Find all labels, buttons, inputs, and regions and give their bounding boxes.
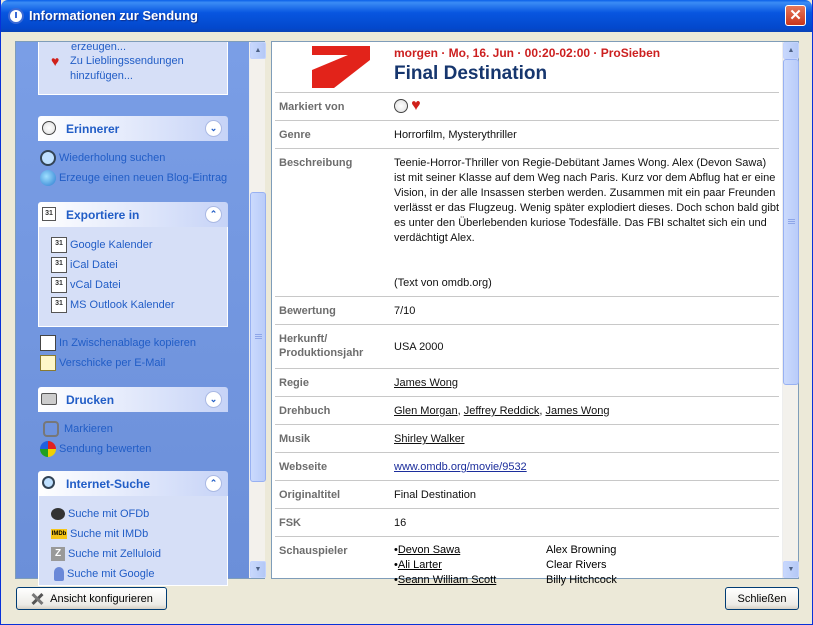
bullet: • xyxy=(394,559,398,571)
imdb-search-link[interactable] xyxy=(51,525,148,543)
grip-line xyxy=(255,338,262,339)
music-value xyxy=(394,432,779,447)
close-dialog-button[interactable] xyxy=(725,587,799,610)
rate-link[interactable] xyxy=(40,440,151,458)
rating-label: Bewertung xyxy=(279,305,336,317)
outlook-label: MS Outlook Kalender xyxy=(70,299,175,311)
website-value xyxy=(394,460,779,475)
website-link[interactable]: www.omdb.org/movie/9532 xyxy=(394,461,527,473)
actor-link[interactable] xyxy=(394,574,496,586)
blog-link[interactable] xyxy=(40,169,227,187)
fsk-row xyxy=(275,508,779,536)
director-value xyxy=(394,376,779,391)
paperclip-icon xyxy=(43,421,59,437)
separator: , xyxy=(457,405,464,417)
original-title-value: Final Destination xyxy=(394,489,476,501)
broadcast-time: morgen · Mo, 16. Jun · 00:20-02:00 · ProSieben xyxy=(394,46,661,60)
google-search-label: Suche mit Google xyxy=(67,568,155,580)
erinnerer-header[interactable] xyxy=(38,116,228,141)
scroll-thumb[interactable] xyxy=(250,192,266,482)
actor-name: Devon Sawa xyxy=(397,544,461,556)
search-icon xyxy=(40,150,56,166)
title-bar[interactable] xyxy=(1,0,812,32)
calendar-icon: 31 xyxy=(51,297,67,313)
left-scrollbar[interactable] xyxy=(249,42,265,578)
outlook-link[interactable] xyxy=(51,296,175,314)
clock-icon xyxy=(42,121,56,135)
marked-by-row xyxy=(275,92,779,120)
ical-label: iCal Datei xyxy=(70,259,118,271)
director-row xyxy=(275,368,779,396)
printer-glyph xyxy=(41,393,57,405)
google-user-icon xyxy=(54,567,64,581)
heart-icon: ♥ xyxy=(411,97,421,114)
program-title: Final Destination xyxy=(394,63,548,84)
calendar-icon: 31 xyxy=(51,257,67,273)
erinnerer-title: Erinnerer xyxy=(66,122,120,136)
vcal-link[interactable] xyxy=(51,276,121,294)
zelluloid-search-label: Suche mit Zelluloid xyxy=(68,548,161,560)
rating-value: 7/10 xyxy=(394,305,416,317)
google-search-link[interactable] xyxy=(51,565,154,583)
film-reel-icon xyxy=(51,508,65,520)
scroll-thumb[interactable] xyxy=(783,59,799,385)
close-dialog-label: Schließen xyxy=(737,592,787,605)
blog-label: Erzeuge einen neuen Blog-Eintrag xyxy=(59,172,228,184)
configure-view-button[interactable] xyxy=(16,587,167,610)
ical-link[interactable] xyxy=(51,256,118,274)
export-body xyxy=(38,227,228,327)
bullet: • xyxy=(394,574,398,586)
origin-value: USA 2000 xyxy=(394,341,444,353)
marked-by-label: Markiert von xyxy=(279,101,345,113)
genre-value: Horrorfilm, Mysterythriller xyxy=(394,129,517,141)
chevron-up-icon[interactable]: ⌃ xyxy=(205,475,222,492)
scroll-up-button[interactable]: ▲ xyxy=(783,42,799,59)
rating-icon xyxy=(40,441,56,457)
actor-link[interactable] xyxy=(394,544,460,556)
calendar-icon: 31 xyxy=(51,237,67,253)
close-button[interactable]: ✕ xyxy=(785,5,806,26)
wiederholung-label: Wiederholung suchen xyxy=(59,152,166,164)
clipboard-label: In Zwischenablage kopieren xyxy=(59,337,196,349)
scroll-up-button[interactable]: ▲ xyxy=(250,42,266,59)
website-label: Webseite xyxy=(279,461,328,473)
actor-link[interactable] xyxy=(394,559,442,571)
calendar-glyph: 31 xyxy=(42,207,56,221)
chevron-down-icon[interactable]: ⌄ xyxy=(205,391,222,408)
composer-link[interactable]: Shirley Walker xyxy=(394,433,465,445)
mail-icon xyxy=(40,355,56,371)
grip-line xyxy=(788,221,795,222)
reminder-icon xyxy=(394,99,408,113)
clipboard-icon xyxy=(40,335,56,351)
writer-link[interactable]: James Wong xyxy=(545,405,610,417)
globe-icon xyxy=(40,170,56,186)
origin-row xyxy=(275,324,779,368)
printer-icon xyxy=(40,390,58,408)
internet-search-header[interactable] xyxy=(38,471,228,496)
writer-link[interactable]: Glen Morgan xyxy=(394,405,458,417)
vcal-label: vCal Datei xyxy=(70,279,121,291)
internet-search-title: Internet-Suche xyxy=(66,477,151,491)
mark-link[interactable] xyxy=(40,420,113,438)
separator: , xyxy=(539,405,546,417)
actor-name: Ali Larter xyxy=(397,559,442,571)
grip-line xyxy=(255,334,262,335)
actor-role: Alex Browning xyxy=(546,544,617,556)
director-link[interactable]: James Wong xyxy=(394,377,458,389)
actor-role: Clear Rivers xyxy=(546,559,607,571)
calendar-icon xyxy=(40,205,58,223)
music-label: Musik xyxy=(279,433,311,445)
bullet: • xyxy=(394,544,398,556)
actor-name: Seann William Scott xyxy=(397,574,497,586)
email-link[interactable] xyxy=(40,354,165,372)
zelluloid-search-link[interactable] xyxy=(51,545,161,563)
internet-search-body xyxy=(38,496,228,586)
description-label: Beschreibung xyxy=(279,157,353,169)
search-glyph xyxy=(42,476,55,489)
reminder-icon xyxy=(40,119,58,137)
print-title: Drucken xyxy=(66,393,115,407)
grip-line xyxy=(788,219,795,220)
description-text: Teenie-Horror-Thriller von Regie-Debütant James Wong. Alex (Devon Sawa) ist mit seiner Klasse auf dem Weg nach Paris. Kurz vor dem Abflug hat er eine Vision, in der alle Insassen sterben werden. Zusammen mit ein paar Freunden verlässt er das Flugzeug. Wenig später explodiert dieses. Doch schon bald gibt es unter den Überlebenden kuriose Todesfälle. Das FBI schaltet sich ein und verdächtigt Alex. xyxy=(394,157,780,244)
genre-label: Genre xyxy=(279,129,311,141)
task-pane-background xyxy=(16,42,249,578)
email-label: Verschicke per E-Mail xyxy=(59,357,166,369)
add-favorite-label: Zu Lieblingssendungen hinzufügen... xyxy=(70,55,184,82)
google-calendar-label: Google Kalender xyxy=(70,239,153,251)
favorites-section xyxy=(38,42,228,95)
program-details xyxy=(271,41,799,586)
configure-view-label: Ansicht konfigurieren xyxy=(50,592,153,605)
prosieben-logo xyxy=(312,46,370,88)
search-icon xyxy=(40,474,58,492)
tools-icon xyxy=(30,592,44,606)
export-title: Exportiere in xyxy=(66,208,140,222)
origin-label: Herkunft/ Produktionsjahr xyxy=(279,333,364,359)
rating-row xyxy=(275,296,779,324)
grip-line xyxy=(788,223,795,224)
clipboard-link[interactable] xyxy=(40,334,196,352)
mark-label: Markieren xyxy=(64,423,113,435)
create-link-label: erzeugen... xyxy=(71,41,127,53)
heart-icon: ♥ xyxy=(51,53,60,69)
description-row xyxy=(275,148,779,296)
director-label: Regie xyxy=(279,377,309,389)
description-source: (Text von omdb.org) xyxy=(394,277,492,289)
add-favorite-link[interactable] xyxy=(51,54,184,86)
screenplay-label: Drehbuch xyxy=(279,405,331,417)
fsk-label: FSK xyxy=(279,517,301,529)
clock-icon xyxy=(8,8,24,24)
wiederholung-link[interactable] xyxy=(40,149,165,167)
right-scrollbar[interactable] xyxy=(782,42,798,578)
fsk-value: 16 xyxy=(394,517,407,529)
marked-by-value xyxy=(394,98,779,113)
grip-line xyxy=(255,336,262,337)
website-row xyxy=(275,452,779,480)
screenplay-row xyxy=(275,396,779,424)
scroll-down-button[interactable]: ▼ xyxy=(783,561,799,578)
calendar-icon: 31 xyxy=(51,277,67,293)
scroll-down-button[interactable]: ▼ xyxy=(250,561,266,578)
writer-link[interactable]: Jeffrey Reddick xyxy=(463,405,540,417)
chevron-up-icon[interactable]: ⌃ xyxy=(205,206,222,223)
task-pane xyxy=(15,41,265,579)
print-header[interactable] xyxy=(38,387,228,412)
rate-label: Sendung bewerten xyxy=(59,443,152,455)
ofdb-search-link[interactable] xyxy=(51,505,149,523)
window-title: Informationen zur Sendung xyxy=(29,8,198,23)
original-title-row xyxy=(275,480,779,508)
google-calendar-link[interactable] xyxy=(51,236,153,254)
actor-role: Billy Hitchcock xyxy=(546,574,617,586)
export-header[interactable] xyxy=(38,202,228,227)
zelluloid-icon: Z xyxy=(51,547,65,561)
cast-label: Schauspieler xyxy=(279,545,348,557)
genre-row xyxy=(275,120,779,148)
imdb-icon: IMDb xyxy=(51,531,67,537)
music-row xyxy=(275,424,779,452)
imdb-search-label: Suche mit IMDb xyxy=(70,528,149,540)
screenplay-value xyxy=(394,404,779,419)
ofdb-search-label: Suche mit OFDb xyxy=(68,508,150,520)
chevron-down-icon[interactable]: ⌄ xyxy=(205,120,222,137)
original-title-label: Originaltitel xyxy=(279,489,341,501)
cast-row xyxy=(275,536,779,596)
